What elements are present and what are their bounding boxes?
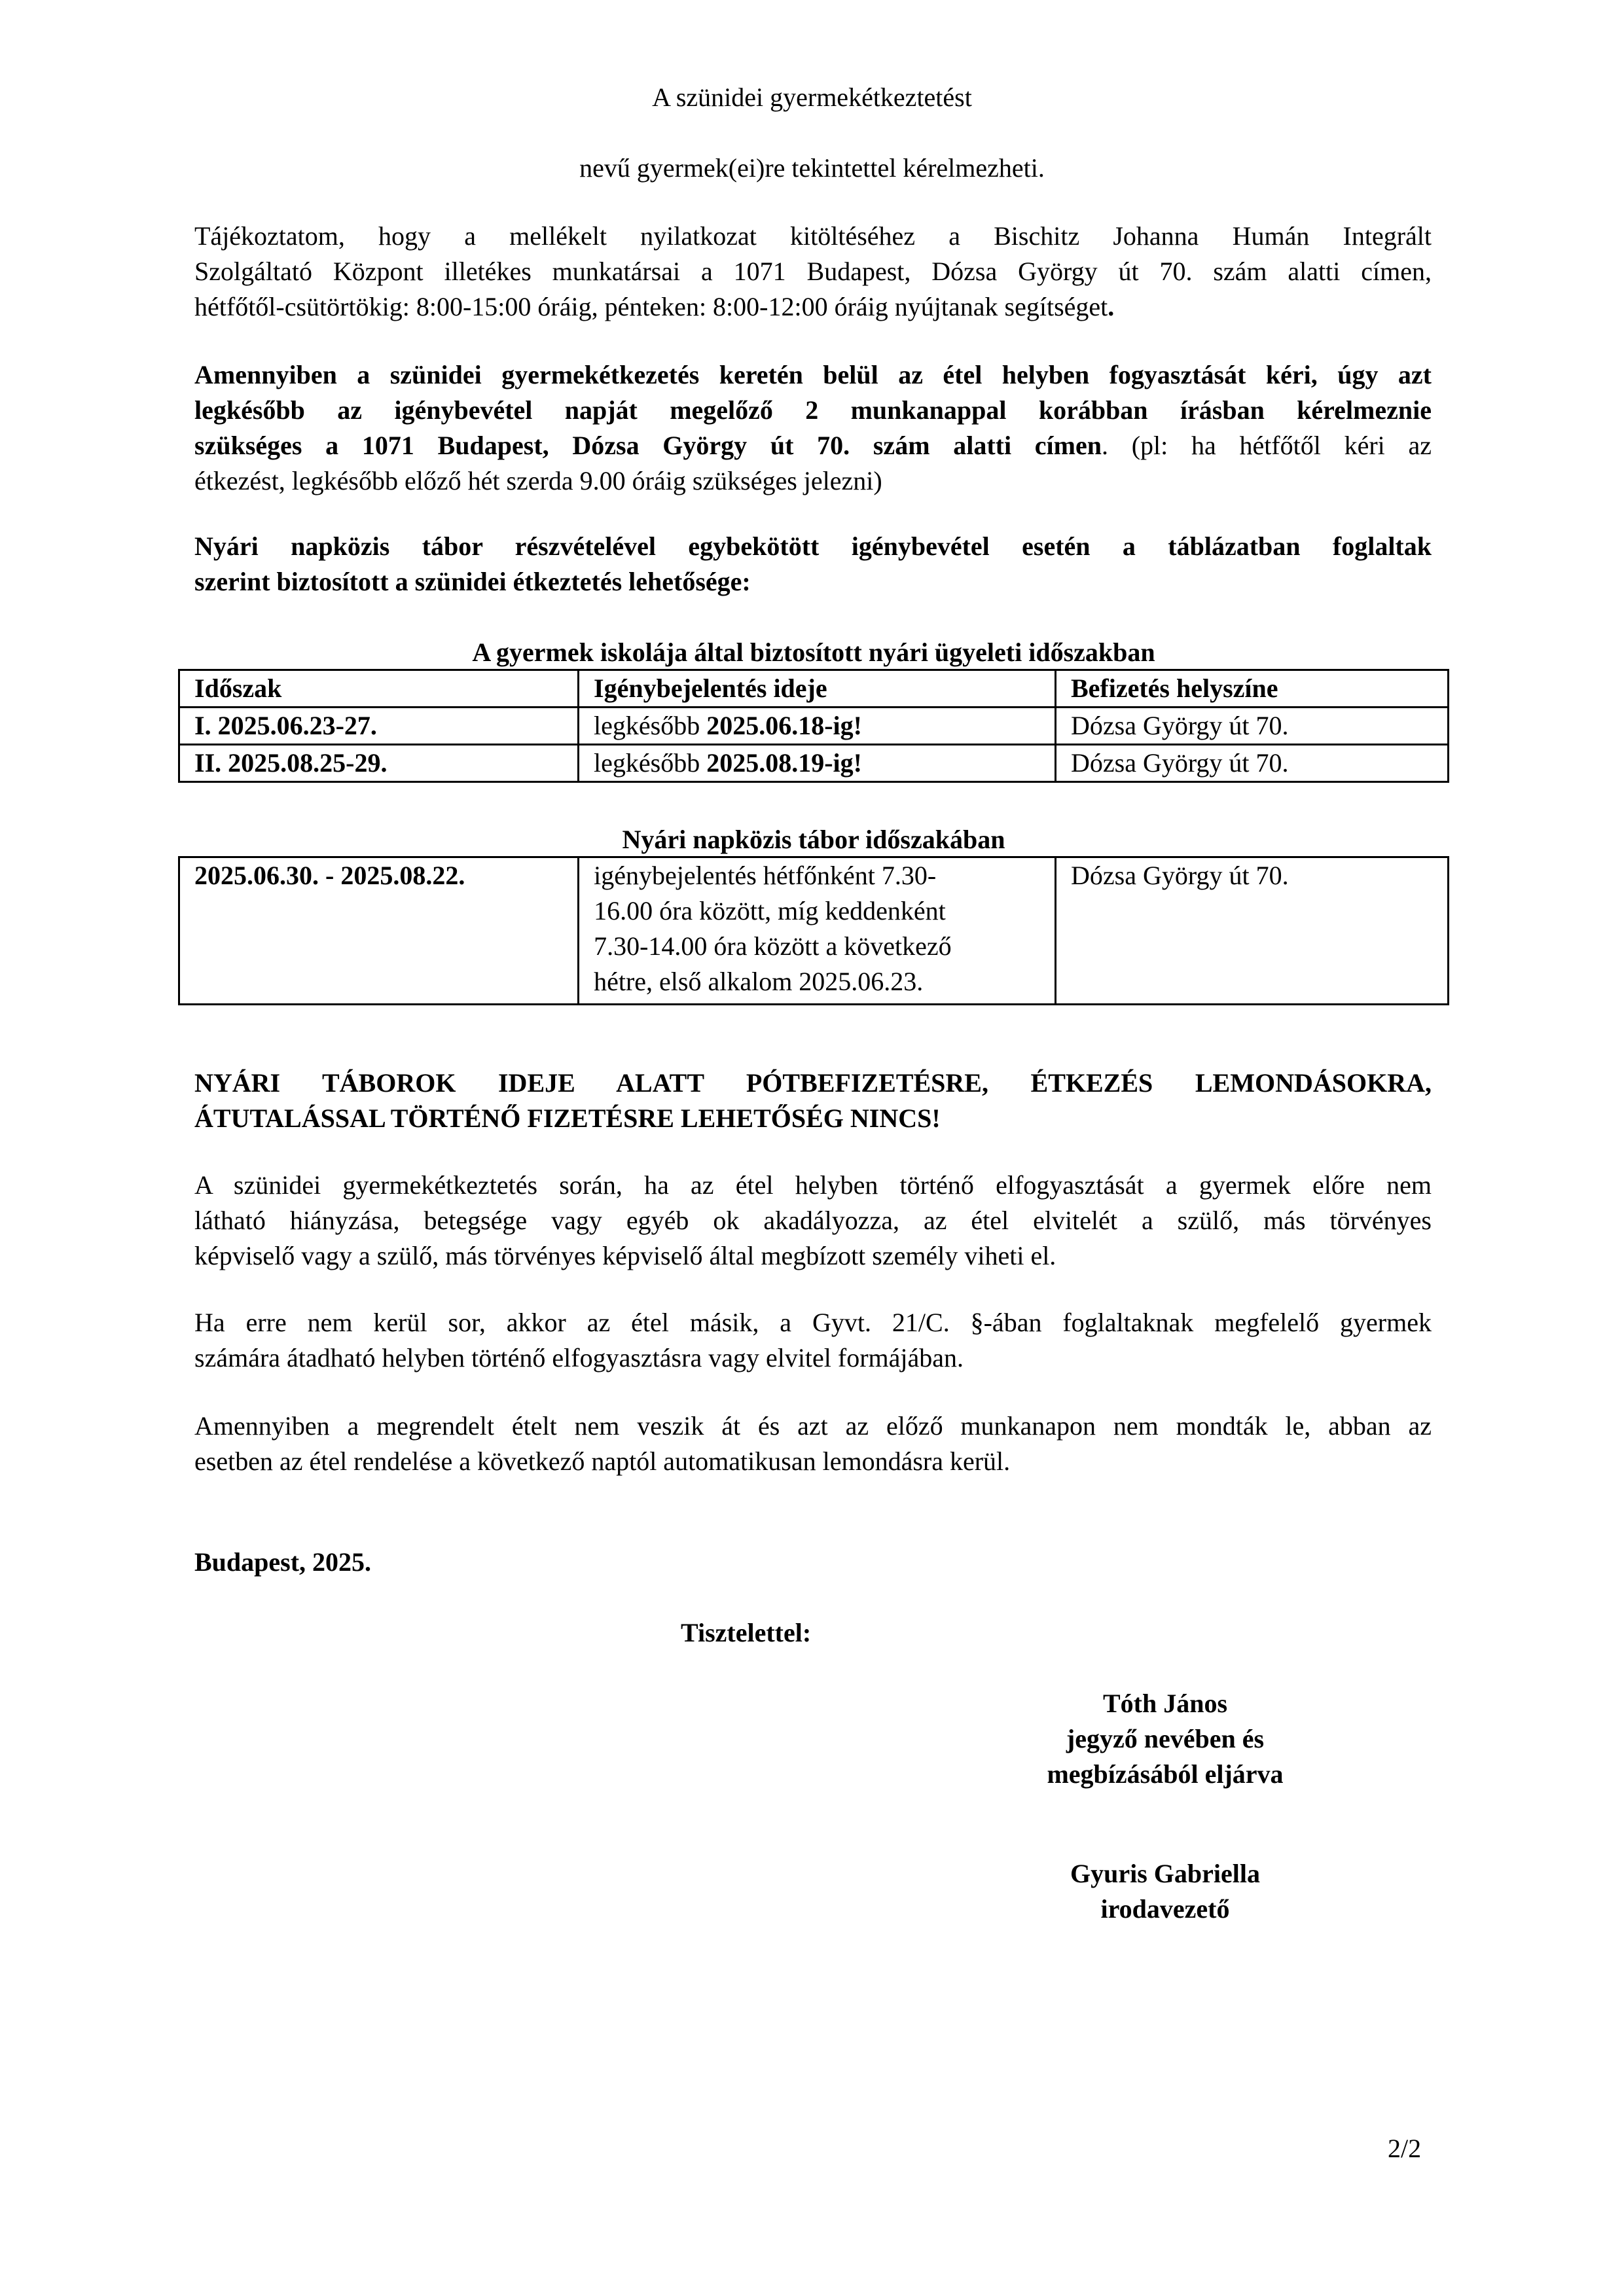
table1-header-cell: Időszak [179,670,579,708]
notice-block [194,1066,1432,1136]
place-cell: Dózsa György út 70. [1056,857,1449,1005]
registration-line: hétre, első alkalom 2025.06.23. [594,967,924,996]
registration-line: 7.30-14.00 óra között a következő [594,931,952,961]
registration-line: igénybejelentés hétfőnként 7.30- [594,861,937,890]
camp-line-2: szerint biztosított a szünidei étkeztetés lehetősége: [194,567,751,596]
registration-cell [579,857,1056,1005]
absence-paragraph [194,1168,1432,1274]
info-line-1: Tájékoztatom, hogy a mellékelt nyilatkozat kitöltéséhez a Bischitz Johanna Humán Integrált [194,221,1432,251]
table1-header-cell: Igénybejelentés ideje [579,670,1056,708]
signer-name: Tóth János [1102,1689,1228,1718]
table-row [179,708,1449,745]
camp-paragraph [194,529,1432,600]
absence-line-1: A szünidei gyermekétkeztetés során, ha az étel helyben történő elfogyasztását a gyermek előre nem [194,1170,1432,1200]
signer-role: irodavezető [1100,1894,1230,1924]
table1-caption: A gyermek iskolája által biztosított nyári ügyeleti időszakban [472,637,1155,667]
place-cell: Dózsa György út 70. [1055,708,1448,745]
signer-name: Gyuris Gabriella [1070,1859,1260,1888]
onsite-line-4: étkezést, legkésőbb előző hét szerda 9.00 óráig szükséges jelezni) [194,466,882,495]
registration-line: 16.00 óra között, míg keddenként [594,896,946,925]
period-cell: 2025.06.30. - 2025.08.22. [179,857,579,1005]
absence-line-3: képviselő vagy a szülő, más törvényes képviselő által megbízott személy viheti el. [194,1241,1056,1270]
camp-line-1: Nyári napközis tábor részvételével egybekötött igénybevétel esetén a táblázatban foglaltak [194,531,1432,561]
deadline-cell: legkésőbb 2025.08.19-ig! [579,745,1056,782]
cancel-line-2: esetben az étel rendelése a következő naptól automatikusan lemondásra kerül. [194,1446,1011,1476]
cancel-line-1: Amennyiben a megrendelt ételt nem veszik át és azt az előző munkanapon nem mondták le, abban az [194,1411,1432,1441]
table1-header-row [179,670,1449,708]
info-line-3: hétfőtől-csütörtökig: 8:00-15:00 óráig, pénteken: 8:00-12:00 óráig nyújtanak segítséget. [194,292,1115,321]
table-row [179,745,1449,782]
signer-role: megbízásából eljárva [1047,1759,1284,1789]
header-line-1: A szünidei gyermekétkeztetést [652,82,972,112]
onsite-line-1: Amennyiben a szünidei gyermekétkezetés keretén belül az étel helyben fogyasztását kéri, úgy azt [194,360,1432,389]
transfer-line-2: számára átadható helyben történő elfogyasztásra vagy elvitel formájában. [194,1343,964,1372]
signature-block-1 [969,1686,1362,1792]
table2-caption: Nyári napközis tábor időszakában [622,825,1005,854]
table-row [179,857,1449,1005]
onsite-line-3: szükséges a 1071 Budapest, Dózsa György út 70. szám alatti címen. (pl: ha hétfőtől kéri az [194,431,1432,460]
onsite-paragraph [194,357,1432,499]
deadline-cell: legkésőbb 2025.06.18-ig! [579,708,1056,745]
place-date: Budapest, 2025. [194,1547,372,1577]
regards: Tisztelettel: [681,1618,812,1647]
signer-role: jegyző nevében és [1066,1724,1265,1753]
page-number: 2/2 [1388,2134,1422,2163]
header-line-2: nevű gyermek(ei)re tekintettel kérelmezheti. [579,153,1045,183]
notice-line-1: NYÁRI TÁBOROK IDEJE ALATT PÓTBEFIZETÉSRE, ÉTKEZÉS LEMONDÁSOKRA, [194,1068,1432,1098]
cancel-paragraph [194,1408,1432,1479]
table2 [178,856,1449,1005]
table1 [178,669,1449,783]
notice-line-2: ÁTUTALÁSSAL TÖRTÉNŐ FIZETÉSRE LEHETŐSÉG NINCS! [194,1103,941,1133]
signature-block-2 [969,1856,1362,1927]
absence-line-2: látható hiányzása, betegsége vagy egyéb ok akadályozza, az étel elvitelét a szülő, más törvényes [194,1206,1432,1235]
info-line-2: Szolgáltató Központ illetékes munkatársai a 1071 Budapest, Dózsa György út 70. szám alatti címen, [194,257,1432,286]
place-cell: Dózsa György út 70. [1055,745,1448,782]
period-cell: II. 2025.08.25-29. [179,745,579,782]
period-cell: I. 2025.06.23-27. [179,708,579,745]
onsite-line-2: legkésőbb az igénybevétel napját megelőző 2 munkanappal korábban írásban kérelmeznie [194,395,1432,425]
info-paragraph [194,219,1432,325]
table1-header-cell: Befizetés helyszíne [1055,670,1448,708]
transfer-paragraph [194,1305,1432,1376]
transfer-line-1: Ha erre nem kerül sor, akkor az étel másik, a Gyvt. 21/C. §-ában foglaltaknak megfelelő gyermek [194,1308,1432,1337]
